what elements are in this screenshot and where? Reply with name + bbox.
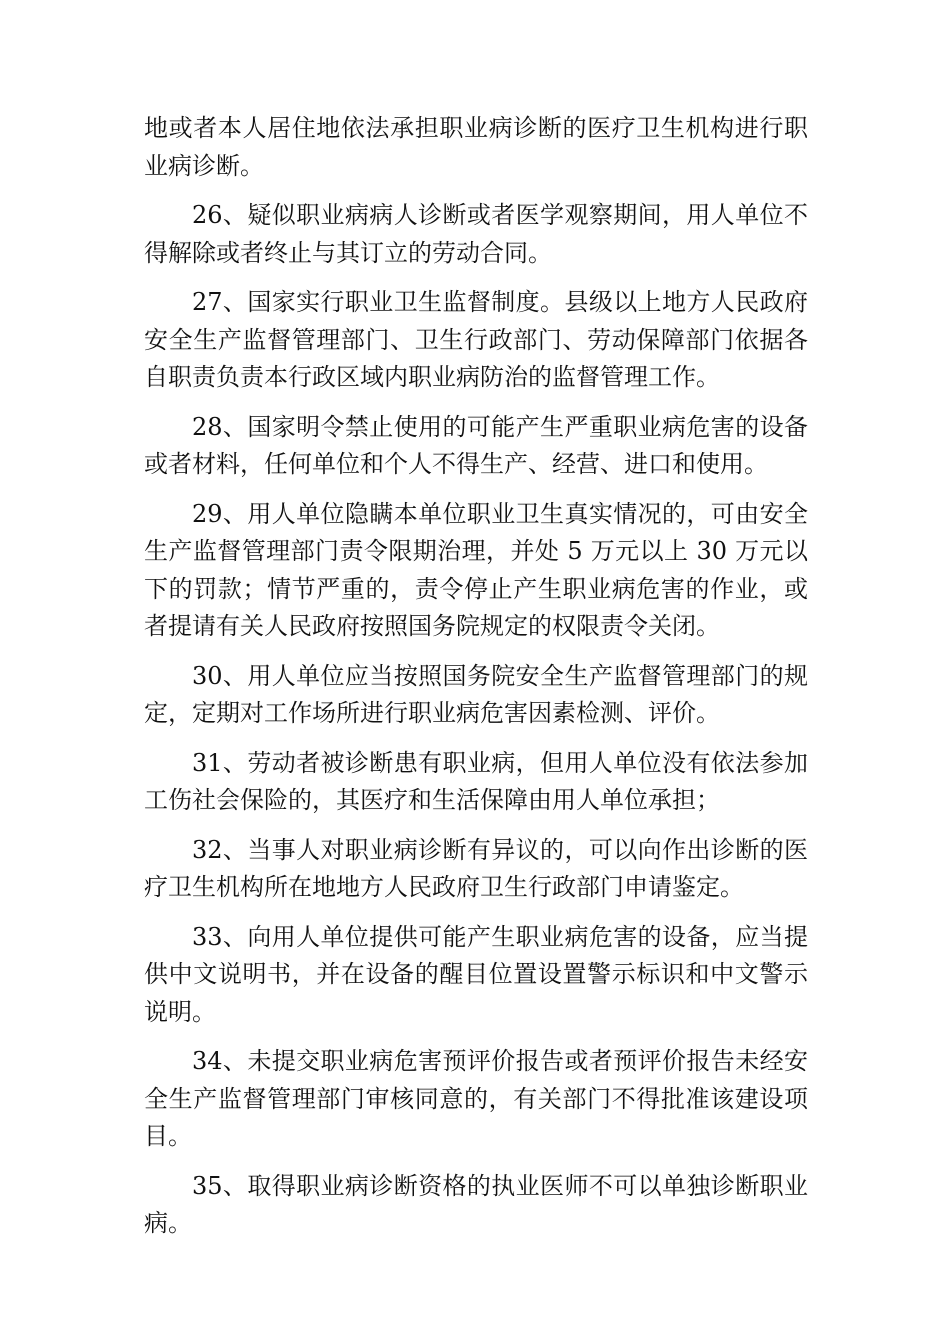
paragraph-item-26: 26、疑似职业病病人诊断或者医学观察期间，用人单位不得解除或者终止与其订立的劳动合同。 (144, 201, 808, 267)
document-body (144, 110, 808, 1255)
paragraph-item-34: 34、未提交职业病危害预评价报告或者预评价报告未经安全生产监督管理部门审核同意的，有关部门不得批准该建设项目。 (144, 1047, 808, 1150)
paragraph-item-33: 33、向用人单位提供可能产生职业病危害的设备，应当提供中文说明书，并在设备的醒目位置设置警示标识和中文警示说明。 (144, 922, 808, 1026)
paragraph-item-30: 30、用人单位应当按照国务院安全生产监督管理部门的规定，定期对工作场所进行职业病危害因素检测、评价。 (144, 661, 808, 727)
paragraph-item-29: 29、用人单位隐瞒本单位职业卫生真实情况的，可由安全生产监督管理部门责令限期治理，并处 5 万元以上 30 万元以下的罚款；情节严重的，责令停止产生职业病危害的作业，或者提请有关人民政府按照国务院规定的权限责令关闭。 (144, 499, 808, 640)
paragraph-item-31: 31、劳动者被诊断患有职业病，但用人单位没有依法参加工伤社会保险的，其医疗和生活保障由用人单位承担； (144, 748, 808, 814)
paragraph-continued: 地或者本人居住地依法承担职业病诊断的医疗卫生机构进行职业病诊断。 (144, 114, 808, 180)
paragraph-item-35: 35、取得职业病诊断资格的执业医师不可以单独诊断职业病。 (144, 1171, 808, 1237)
paragraph-item-28: 28、国家明令禁止使用的可能产生严重职业病危害的设备或者材料，任何单位和个人不得生产、经营、进口和使用。 (144, 412, 808, 478)
paragraph-item-32: 32、当事人对职业病诊断有异议的，可以向作出诊断的医疗卫生机构所在地地方人民政府卫生行政部门申请鉴定。 (144, 835, 808, 901)
paragraph-item-27: 27、国家实行职业卫生监督制度。县级以上地方人民政府安全生产监督管理部门、卫生行政部门、劳动保障部门依据各自职责负责本行政区域内职业病防治的监督管理工作。 (144, 288, 808, 391)
